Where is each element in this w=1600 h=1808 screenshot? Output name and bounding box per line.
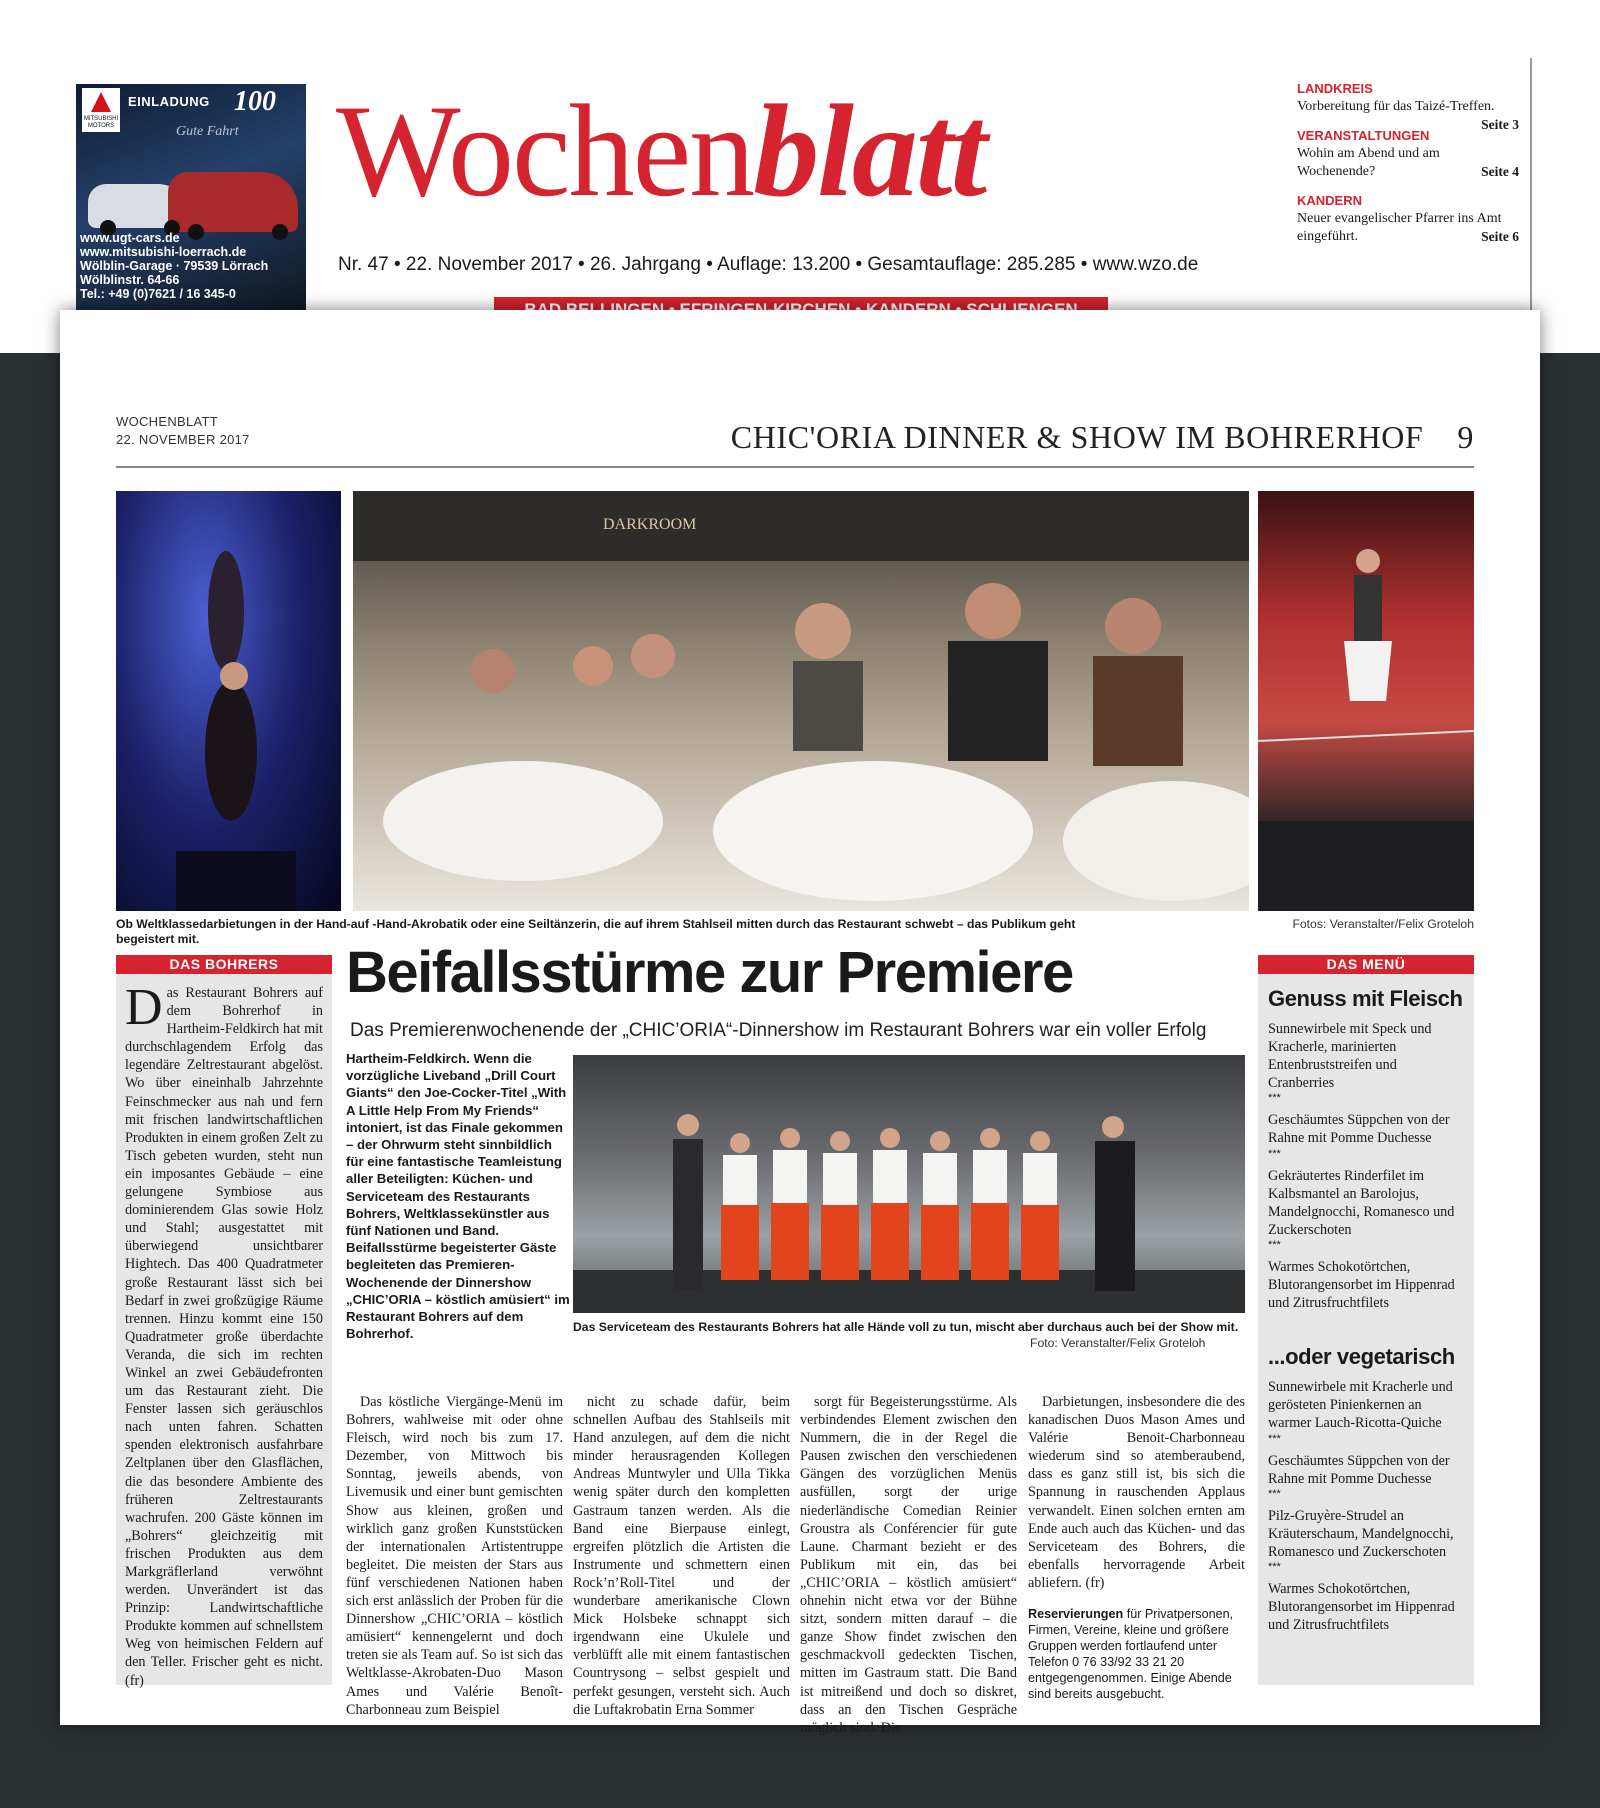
menu-veg-list: Sunnewirbele mit Kracherle und gerösteten Pinienkernen an warmer Lauch-Ricotta-Quiche *** Geschäumtes Süppchen von der Rahne mit Pomme Duchesse *** Pilz-Gruyère-Strudel an Kräuterschaum, Mandelgnocchi, Romanesco und Zuckerschoten *** Warmes Schokotörtchen, Blutorangensorbet im Hippenrad und Zitrusfruchtfilets [1258, 1378, 1474, 1634]
page-date: 22. NOVEMBER 2017 [116, 432, 250, 447]
menu-item: Sunnewirbele mit Kracherle und gerösteten Pinienkernen an warmer Lauch-Ricotta-Quiche [1268, 1379, 1453, 1432]
sidebar-bohrers-header: DAS BOHRERS [116, 955, 332, 974]
page-number: 9 [1457, 419, 1474, 455]
headline: Beifallsstürme zur Premiere [346, 940, 1073, 1005]
paper-name: WOCHENBLATT [116, 414, 219, 429]
acrobats-figure [116, 491, 341, 911]
mitsubishi-ad[interactable] [76, 84, 306, 310]
ad-contact: www.ugt-cars.de www.mitsubishi-loerrach.de Wölblin-Garage · 79539 Lörrach Wölblinstr. 64-66 Tel.: +49 (0)7621 / 16 345-0 [80, 231, 269, 301]
teaser-veranstaltungen[interactable]: VERANSTALTUNGEN Wohin am Abend und am Wochenende? Seite 4 [1297, 128, 1519, 179]
audience-figures [353, 491, 1249, 911]
reservation-info: Reservierungen für Privatpersonen, Firmen, Vereine, kleine und größere Gruppen werden fortlaufend unter Telefon 0 76 33/92 33 21 20 entgegengenommen. Einige Abende sind bereits ausgebucht. [1028, 1607, 1234, 1702]
dropcap: D [125, 979, 163, 1036]
article-column-2: nicht zu schade dafür, beim schnellen Aufbau des Stahlseils mit Hand anzulegen, auf dem die nicht minder herausragenden Kollegen Andreas Muntwyler und Ulla Tikka wenig später durch den kompletten Gastraum tanzen werden. Als die Band eine Bierpause einlegt, ergreifen plötzlich die Artisten die Instrumente und schmettern einen Rock’n’Roll-Titel und der wunderbare amerikanische Clown Mick Holsbeke schnappt sich irgendwann eine Ukulele und verblüfft alle mit einem fantastischen Countrysong – selbst gespielt und perfekt gesungen, versteht sich. Auch die Luftakrobatin Erna Sommer [573, 1394, 790, 1718]
ad-invitation: EINLADUNG [128, 94, 210, 109]
teaser-kandern[interactable]: KANDERN Neuer evangelischer Pfarrer ins Amt eingeführt. Seite 6 [1297, 193, 1519, 244]
article-column-4: Darbietungen, insbesondere die des kanadischen Duos Mason Ames und Valérie Benoit-Charbonneau wiederum sind so atemberaubend, dass es ganz still ist, bis sich die Spannung in rauschenden Applaus verwandelt. Einen solchen ernten am Ende auch auch das Küchen- und das Serviceteam des Bohrers, die ebenfalls hervorragende Arbeit abliefern. (fr) Reservierungen für Privatpersonen, Firmen, Vereine, kleine und größere Gruppen werden fortlaufend unter Telefon 0 76 33/92 33 21 20 entgegengenommen. Einige Abende sind bereits ausgebucht. [1028, 1394, 1245, 1702]
darkroom-sign: DARKROOM [603, 516, 697, 533]
lead-paragraph: Hartheim-Feldkirch. Wenn die vorzügliche Liveband „Drill Court Giants“ den Joe-Cocker-Titel „With A Little Help From My Friends“ intoniert, ist das Finale gekommen – der Ohrwurm steht sinnbildlich für eine fantastische Teamleistung aller Beteiligten: Küchen- und Serviceteam des Restaurants Bohrers, Weltklassekünstler aus fünf Nationen und Band. Beifallsstürme begeisterter Gäste begleiteten das Premieren-Wochenende der Dinnershow „CHIC’ORIA – köstlich amüsiert“ im Restaurant Bohrers auf dem Bohrerhof. [346, 1051, 570, 1342]
teaser-column [1297, 80, 1519, 257]
ad-script: Gute Fahrt [176, 124, 239, 139]
issue-line: Nr. 47 • 22. November 2017 • 26. Jahrgang • Auflage: 13.200 • Gesamtauflage: 285.285 • www.wzo.de [338, 254, 1199, 275]
menu-item: Warmes Schokotörtchen, Blutorangensorbet im Hippenrad und Zitrusfruchtfilets [1268, 1258, 1455, 1312]
section-title: CHIC'ORIA DINNER & SHOW IM BOHRERHOF 9 [730, 419, 1474, 455]
ad-link-mitsubishi[interactable]: www.mitsubishi-loerrach.de [80, 245, 247, 259]
ad-link-ugt[interactable]: www.ugt-cars.de [80, 231, 180, 245]
menu-item: Sunnewirbele mit Speck und Kracherle, marinierten Entenbruststreifen und Cranberries [1268, 1021, 1432, 1092]
menu-item: Warmes Schokotörtchen, Blutorangensorbet im Hippenrad und Zitrusfruchtfilets [1268, 1580, 1455, 1634]
mitsubishi-logo: MITSUBISHI MOTORS [82, 88, 120, 132]
photo-acrobats [116, 491, 341, 911]
ad-hundred: 100 [234, 86, 276, 117]
sidebar-bohrers [116, 955, 332, 1689]
subline: Das Premierenwochenende der „CHIC’ORIA“-Dinnershow im Restaurant Bohrers war ein voller Erfolg [350, 1020, 1207, 1041]
photo-audience [353, 491, 1249, 911]
newspaper-page [60, 310, 1540, 1736]
sidebar-menu-header: DAS MENÜ [1258, 955, 1474, 974]
menu-meat-title: Genuss mit Fleisch [1268, 986, 1463, 1011]
running-header [116, 413, 1474, 468]
sidebar-menu [1258, 955, 1474, 1685]
menu-item: Geschäumtes Süppchen von der Rahne mit Pomme Duchesse [1268, 1452, 1450, 1487]
newspaper-title: Wochenblatt [336, 77, 986, 224]
teaser-landkreis[interactable]: LANDKREIS Vorbereitung für das Taizé-Treffen. Seite 3 [1297, 81, 1519, 132]
tightrope-figure [1258, 491, 1474, 911]
photo-tightrope [1258, 491, 1474, 911]
menu-meat-list: Sunnewirbele mit Speck und Kracherle, marinierten Entenbruststreifen und Cranberries *** Geschäumtes Süppchen von der Rahne mit Pomme Duchesse *** Gekräutertes Rinderfilet im Kalbsmantel an Barolojus, Mandelgnocchi, Romanesco und Zuckerschoten *** Warmes Schokotörtchen, Blutorangensorbet im Hippenrad und Zitrusfruchtfilets [1258, 1020, 1474, 1312]
sidebar-bohrers-text: Das Restaurant Bohrers auf dem Bohrerhof in Hartheim-Feldkirch hat mit durchschlagendem Erfolg das legendäre Zeltrestaurant abgelöst. Wo über eineinhalb Jahrzehnte Feinschmecker aus nah und fern mit frischen landwirtschaftlichen Produkten in einem großen Zelt zu Tisch gebeten wurden, steht nun ein imposantes Gebäude – eine gelungene Symbiose aus dominierendem Glas sowie Holz und Stahl; ausgestattet mit überwiegend unsichtbarer Hightech. Das 400 Quadratmeter große Restaurant lässt sich bei Bedarf in zwei großzügige Räume trennen. Hinzu kommt eine 150 Quadratmeter große überdachte Veranda, die sich im rechten Winkel an zwei Gebäudefronten um das Restaurant zieht. Die Fenster lassen sich geräuschlos nach unten fahren. Schatten spenden elektronisch ausfahrbare Zeltplanen über den Glasflächen, die das besondere Ambiente des früheren Zeltrestaurants wachrufen. 200 Gäste können im „Bohrers“ gleichzeitig mit frischen Produkten aus dem Markgräflerland verwöhnt werden. Unverändert ist das Prinzip: Landwirtschaftliche Produkte kommen auf schnellstem Weg von heimischen Feldern auf den Teller. Frischer geht es nicht. (fr) [125, 979, 323, 1689]
team-credit: Foto: Veranstalter/Felix Groteloh [1030, 1336, 1206, 1350]
car-red [168, 172, 298, 232]
article-column-1: Das köstliche Viergänge-Menü im Bohrers, wahlweise mit oder ohne Fleisch, wird noch bis zum 17. Dezember, von Mittwoch bis Sonntag, jeweils abends, von Livemusik und einer bunt gemischten Show aus kleinen, großen und wirklich ganz großen Kunststücken der internationalen Artistentruppe begleitet. Die meisten der Stars aus fünf verschiedenen Nationen haben sich erst anlässlich der Proben für die Dinnershow „CHIC’ORIA – köstlich amüsiert“ kennengelernt und doch treten sie als Team auf. So ist sich das Weltklasse-Akrobaten-Duo Mason Ames und Valérie Benoît-Charbonneau zum Beispiel [346, 1394, 563, 1718]
article-column-3: sorgt für Begeisterungsstürme. Als verbindendes Element zwischen den Nummern, die in der Regel die Pausen zwischen den verschiedenen Gängen des vorzüglichen Menüs ausfüllen, sorgt der urige niederländische Comedian Reinier Groustra als Conférencier für gute Laune. Charmant bezieht er des Publikum mit ein, das bei „CHIC’ORIA – köstlich amüsiert“ ohnehin nicht etwa vor der Bühne sitzt, sondern mitten darauf – die ganze Show findet zwischen den geschmackvoll gedeckten Tischen, mitten im Gastraum statt. Die Band ist mitreißend und doch so diskret, dass an den Tischen Gespräche möglich sind. Die [800, 1394, 1017, 1736]
photo-caption: Ob Weltklassedarbietungen in der Hand-auf -Hand-Akrobatik oder eine Seiltänzerin, die auf ihrem Stahlseil mitten durch das Restaurant schwebt – das Publikum geht begeistert mit. [116, 917, 1076, 946]
menu-item: Pilz-Gruyère-Strudel an Kräuterschaum, Mandelgnocchi, Romanesco und Zuckerschoten [1268, 1507, 1454, 1560]
menu-veg-title: ...oder vegetarisch [1268, 1344, 1455, 1370]
menu-item: Geschäumtes Süppchen von der Rahne mit Pomme Duchesse [1268, 1112, 1450, 1147]
photo-credit: Fotos: Veranstalter/Felix Groteloh [1292, 917, 1474, 931]
photo-serviceteam [573, 1055, 1245, 1313]
menu-item: Gekräutertes Rinderfilet im Kalbsmantel an Barolojus, Mandelgnocchi, Romanesco und Zuckerschoten [1268, 1167, 1455, 1238]
team-caption: Das Serviceteam des Restaurants Bohrers hat alle Hände voll zu tun, mischt aber durchaus auch bei der Show mit. [573, 1320, 1239, 1334]
serviceteam-figures [573, 1055, 1245, 1313]
